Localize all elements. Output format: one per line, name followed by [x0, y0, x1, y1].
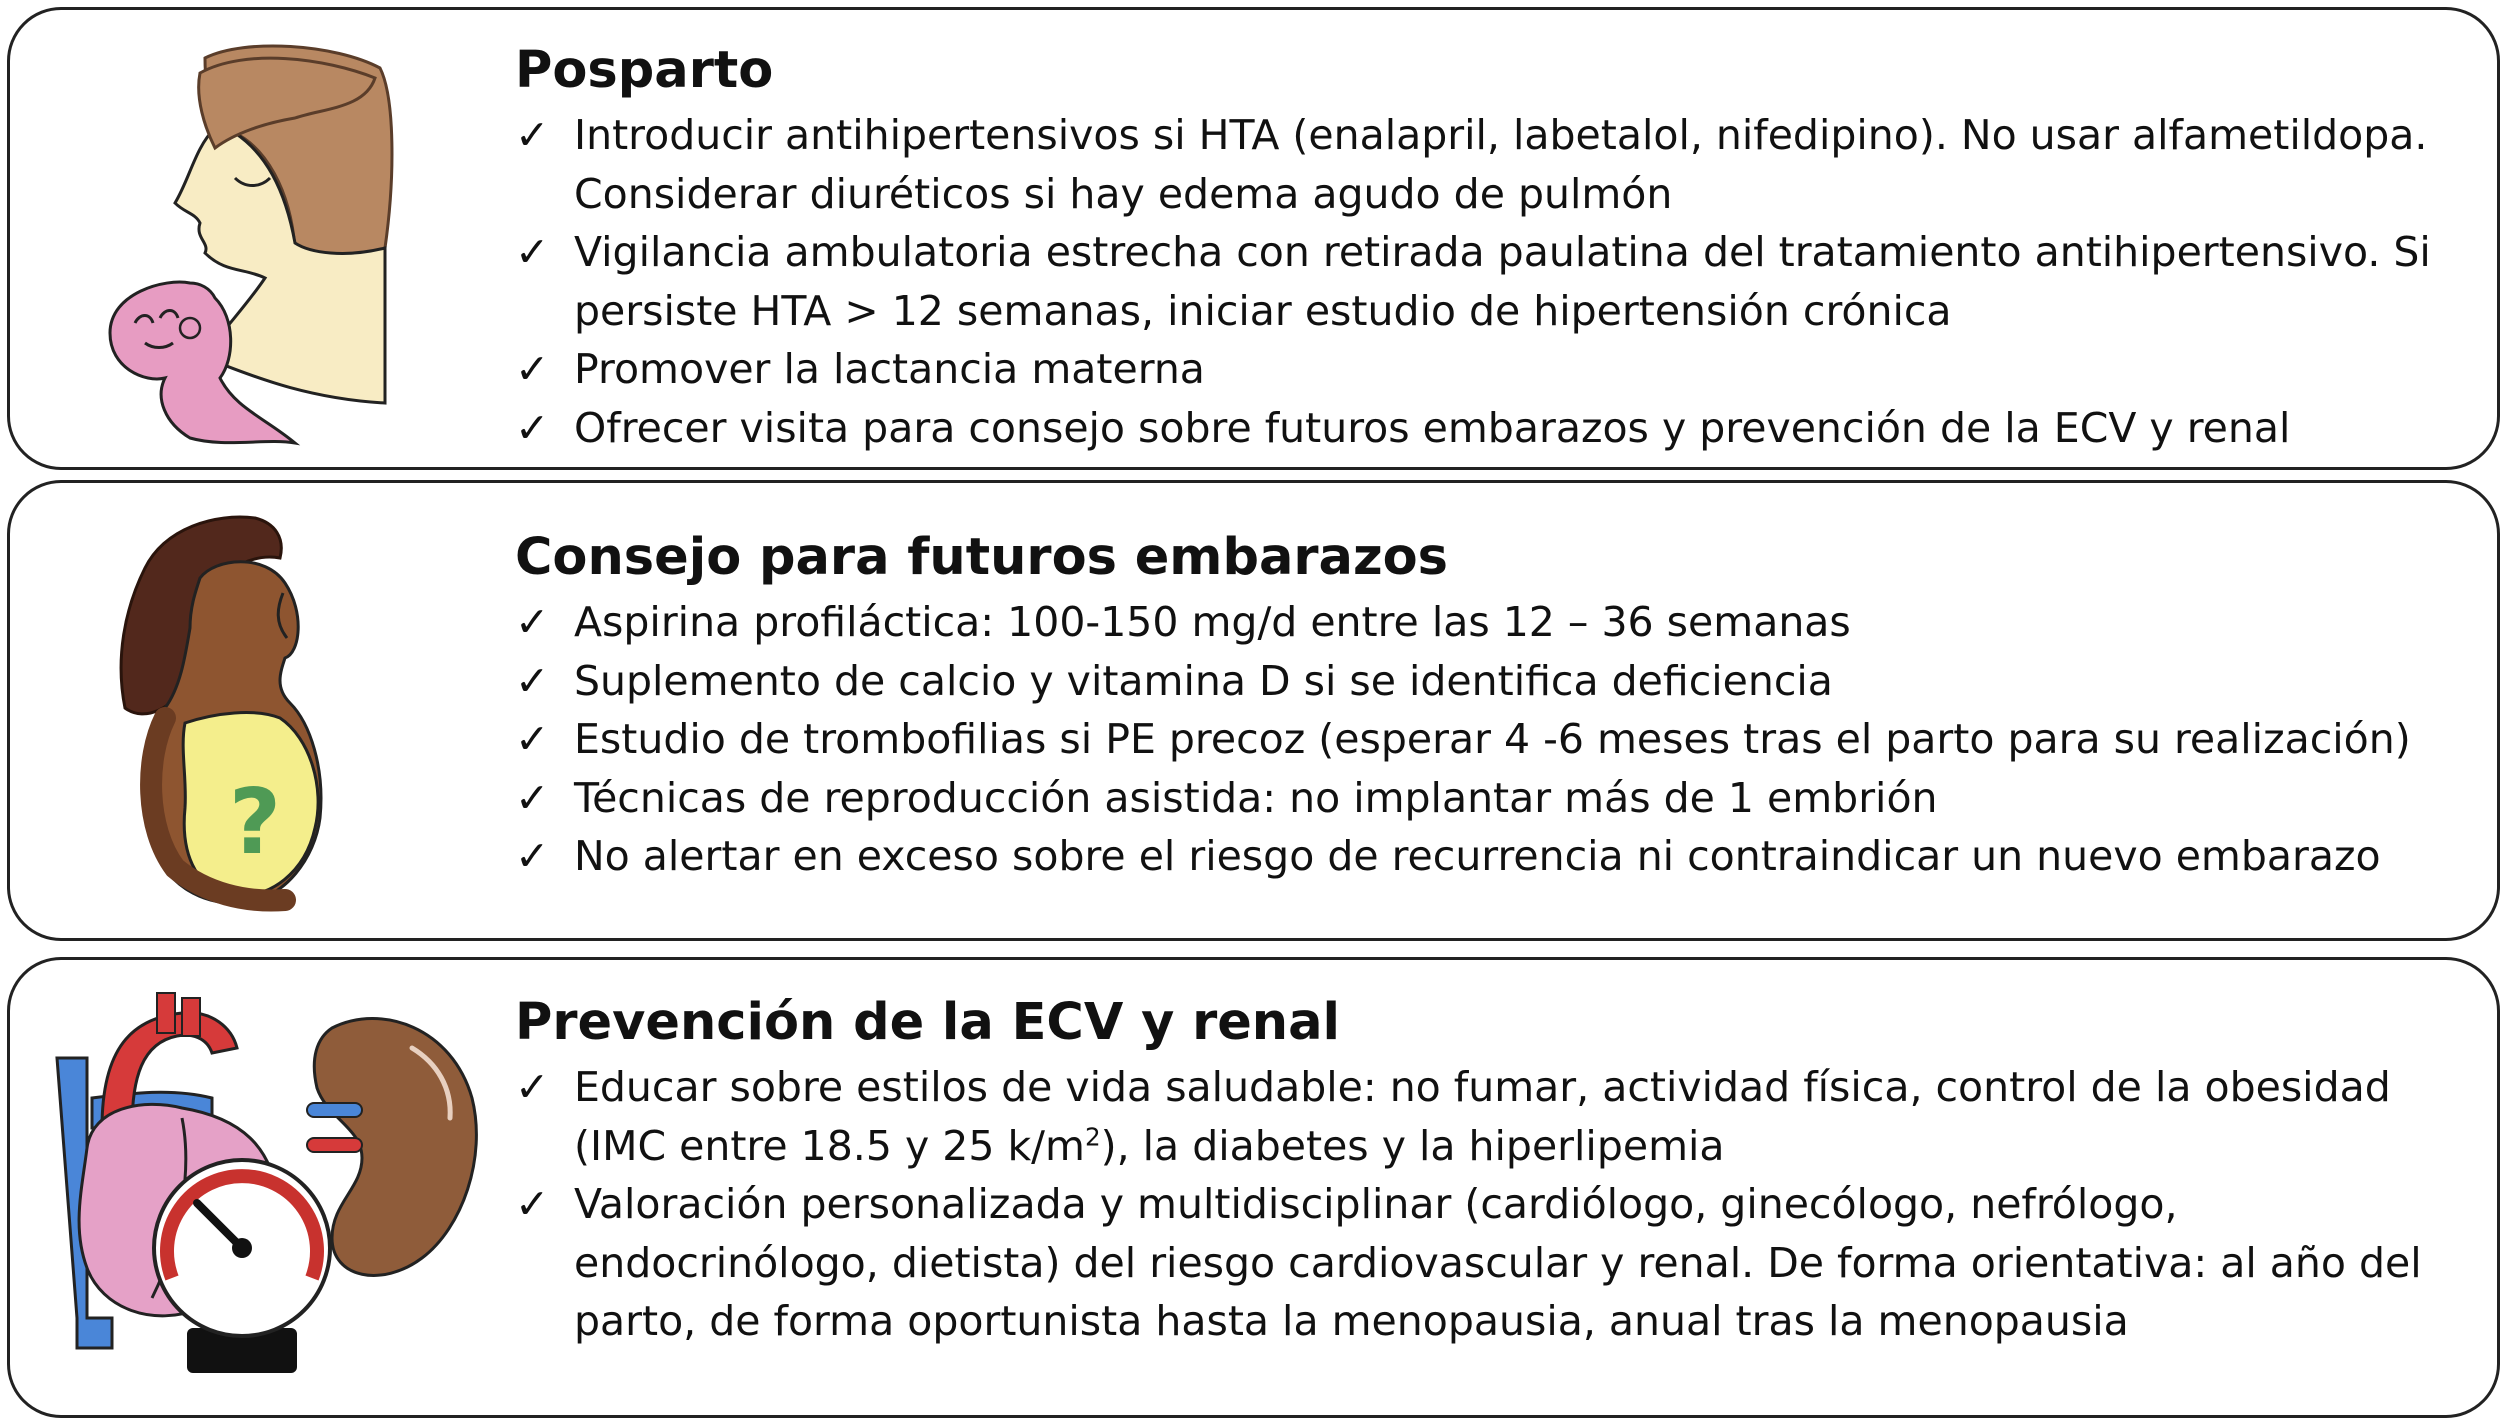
list-item: ✓ Técnicas de reproducción asistida: no implantar más de 1 embrión [515, 769, 2437, 828]
list-item: ✓ Promover la lactancia materna [515, 340, 2437, 399]
section-consejo-embarazos [7, 480, 2500, 941]
check-icon: ✓ [515, 656, 550, 705]
question-mark-icon: ? [228, 770, 282, 875]
check-icon: ✓ [515, 403, 550, 452]
checklist [515, 1058, 2437, 1351]
list-item: ✓ Introducir antihipertensivos si HTA (enalapril, labetalol, nifedipino). No usar alfametildopa. Considerar diuréticos si hay edema agudo de pulmón [515, 106, 2437, 223]
check-icon: ✓ [515, 1063, 550, 1111]
list-item: ✓ Estudio de trombofilias si PE precoz (esperar 4 -6 meses tras el parto para su realización) [515, 710, 2437, 769]
posparto-content [515, 38, 2437, 457]
list-item: ✓ Ofrecer visita para consejo sobre futuros embarazos y prevención de la ECV y renal [515, 399, 2437, 458]
list-item: ✓ Aspirina profiláctica: 100-150 mg/d entre las 12 – 36 semanas [515, 593, 2437, 652]
list-item: ✓ Vigilancia ambulatoria estrecha con retirada paulatina del tratamiento antihipertensivo. Si persiste HTA > 12 semanas, iniciar estudio de hipertensión crónica [515, 223, 2437, 340]
heart-kidney-gauge-illustration [32, 988, 492, 1398]
consejo-content [515, 525, 2437, 886]
list-item: ✓ Educar sobre estilos de vida saludable: no fumar, actividad física, control de la obesidad (IMC entre 18.5 y 25 $k/m^2$), la diabetes y la hiperlipemia [515, 1058, 2437, 1175]
check-icon: ✓ [515, 598, 550, 646]
pregnant-woman-question-illustration [105, 508, 375, 933]
check-icon: ✓ [515, 228, 550, 276]
section-prevencion-ecv [7, 957, 2500, 1418]
checklist [515, 593, 2437, 886]
check-icon: ✓ [515, 715, 550, 763]
section-title: Prevención de la ECV y renal [515, 993, 1341, 1052]
prevencion-content [515, 990, 2437, 1351]
mother-breastfeeding-illustration [95, 38, 405, 453]
check-icon: ✓ [515, 345, 550, 393]
section-title: Consejo para futuros embarazos [515, 528, 1449, 587]
list-item: ✓ No alertar en exceso sobre el riesgo de recurrencia ni contraindicar un nuevo embarazo [515, 827, 2437, 886]
check-icon: ✓ [515, 832, 550, 880]
list-item: ✓ Valoración personalizada y multidisciplinar (cardiólogo, ginecólogo, nefrólogo, endocrinólogo, dietista) del riesgo cardiovascular y renal. De forma orientativa: al año del parto, de forma oportunista hasta la menopausia, anual tras la menopausia [515, 1175, 2437, 1351]
check-icon: ✓ [515, 111, 550, 159]
section-title: Posparto [515, 41, 774, 100]
checklist [515, 106, 2437, 457]
section-posparto [7, 7, 2500, 470]
check-icon: ✓ [515, 773, 550, 822]
list-item: ✓ Suplemento de calcio y vitamina D si se identifica deficiencia [515, 652, 2437, 711]
check-icon: ✓ [515, 1180, 550, 1228]
